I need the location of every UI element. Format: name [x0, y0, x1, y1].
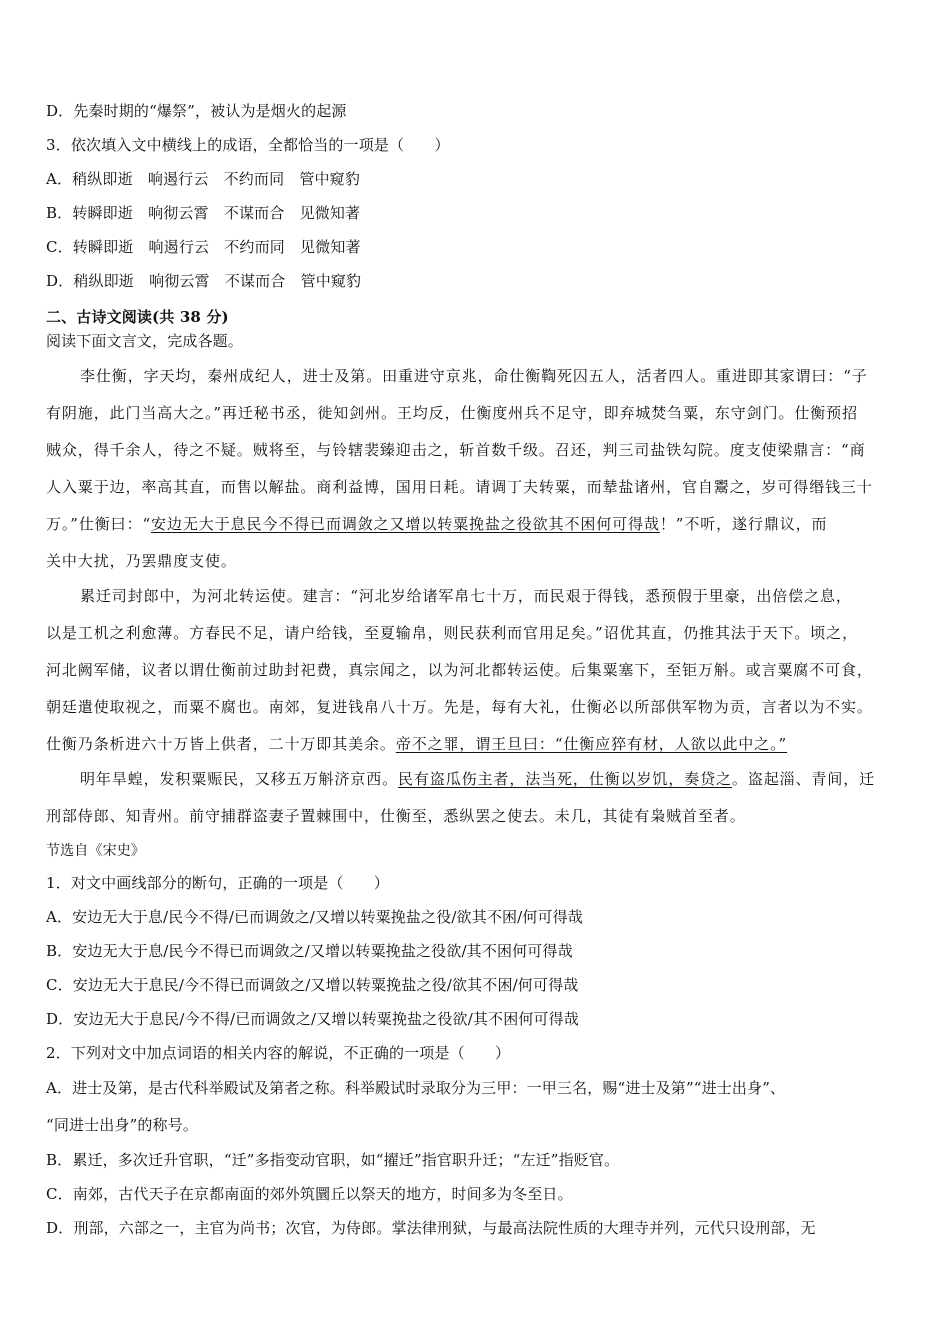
passage-line: 人入粟于边，率高其直，而售以解盐。商利益博，国用日耗。请调丁夫转粟，而辇盐诸州，官自鬻之，岁可得缗钱三十	[46, 478, 873, 496]
q3-option-c: C．转瞬即逝 响遏行云 不约而同 见微知著	[46, 238, 361, 256]
q2-option-b: B．累迁，多次迁升官职，“迁”多指变动官职，如“擢迁”指官职升迁；“左迁”指贬官。	[46, 1151, 620, 1169]
q2-option-c: C．南郊，古代天子在京都南面的郊外筑圜丘以祭天的地方，时间多为冬至日。	[46, 1185, 573, 1203]
q3-stem: 3．依次填入文中横线上的成语，全都恰当的一项是（ ）	[46, 136, 450, 154]
passage-line: 以是工机之利愈薄。方春民不足，请户给钱，至夏输帛，则民获利而官用足矣。”诏优其直，仍推其法于天下。顷之，	[46, 624, 858, 642]
q2-option-a: A．进士及第，是古代科举殿试及第者之称。科举殿试时录取分为三甲：一甲三名，赐“进士及第”“进士出身”、	[46, 1079, 786, 1097]
q1-option-b: B．安边无大于息/民今不得已而调敛之/又增以转粟挽盐之役欲/其不困何可得哉	[46, 942, 573, 960]
passage-line: 李仕衡，字天均，秦州成纪人，进士及第。田重进守京兆，命仕衡鞫死囚五人，活者四人。重进即其家谓曰：“子	[80, 367, 868, 385]
passage-text: 仕衡乃条析进六十万皆上供者，二十万即其美余。	[46, 735, 396, 753]
section-title: 二、古诗文阅读(共 38 分)	[46, 308, 229, 326]
passage-line: 累迁司封郎中，为河北转运使。建言：“河北岁给诸军帛七十万，而民艰于得钱，悉预假于里豪，出倍偿之息，	[80, 587, 852, 605]
underlined-sentence-3: 民有盗瓜伤主者，法当死，仕衡以岁饥，奏贷之	[398, 770, 732, 788]
q2-option-d: D．刑部，六部之一，主官为尚书；次官，为侍郎。掌法律刑狱，与最高法院性质的大理寺并列，元代只设刑部，无	[46, 1219, 816, 1237]
q3-option-b: B．转瞬即逝 响彻云霄 不谋而合 见微知著	[46, 204, 361, 222]
q1-stem: 1．对文中画线部分的断句，正确的一项是（ ）	[46, 874, 389, 892]
passage-line: 关中大扰，乃罢鼎度支使。	[46, 552, 237, 570]
passage-line: 贼众，得千余人，待之不疑。贼将至，与铃辖裴臻迎击之，斩首数千级。召还，判三司盐铁勾院。度支使梁鼎言：“商	[46, 441, 866, 459]
q3-option-d: D．稍纵即逝 响彻云霄 不谋而合 管中窥豹	[46, 272, 362, 290]
prev-question-option-d: D．先秦时期的“爆祭”，被认为是烟火的起源	[46, 102, 347, 120]
passage-line: 有阴施，此门当高大之。”再迁秘书丞，徙知剑州。王均反，仕衡度州兵不足守，即弃城焚刍粟，东守剑门。仕衡预招	[46, 404, 858, 422]
q3-option-a: A．稍纵即逝 响遏行云 不约而同 管中窥豹	[46, 170, 360, 188]
passage-line	[80, 769, 906, 789]
passage-line	[46, 734, 906, 754]
q2-stem: 2．下列对文中加点词语的相关内容的解说，不正确的一项是（ ）	[46, 1044, 511, 1062]
passage-text: 万。”仕衡曰：“	[46, 515, 152, 533]
passage-source: 节选自《宋史》	[46, 843, 146, 859]
passage-line: 刑部侍郎、知青州。前守捕群盗妻子置棘围中，仕衡至，悉纵罢之使去。未几，其徒有枭贼首至者。	[46, 807, 746, 825]
passage-line: 朝廷遣使取视之，而粟不腐也。南郊，复进钱帛八十万。先是，每有大礼，仕衡必以所部供军物为贡，言者以为不实。	[46, 698, 873, 716]
passage-text: 明年旱蝗，发积粟赈民，又移五万斛济京西。	[80, 770, 399, 788]
section-instruction: 阅读下面文言文，完成各题。	[46, 332, 243, 350]
q1-option-d: D．安边无大于息民/今不得/已而调敛之/又增以转粟挽盐之役欲/其不困何可得哉	[46, 1010, 579, 1028]
q1-option-c: C．安边无大于息民/今不得已而调敛之/又增以转粟挽盐之役/欲其不困/何可得哉	[46, 976, 579, 994]
passage-line: 河北阙军储，议者以谓仕衡前过助封祀费，真宗闻之，以为河北都转运使。后集粟塞下，至钜万斛。或言粟腐不可食，	[46, 661, 873, 679]
passage-line	[46, 514, 906, 534]
passage-text: ！”不听，遂行鼎议，而	[659, 515, 828, 533]
q1-option-a: A．安边无大于息/民今不得/已而调敛之/又增以转粟挽盐之役/欲其不困/何可得哉	[46, 908, 583, 926]
underlined-sentence-1: 安边无大于息民今不得已而调敛之又增以转粟挽盐之役欲其不困何可得哉	[151, 515, 660, 533]
q2-option-a-cont: “同进士出身”的称号。	[46, 1116, 198, 1134]
underlined-sentence-2: 帝不之罪，谓王旦曰：“仕衡应猝有材，人欲以此中之。”	[395, 735, 788, 753]
passage-text: 。盗起淄、青间，迁	[731, 770, 876, 788]
